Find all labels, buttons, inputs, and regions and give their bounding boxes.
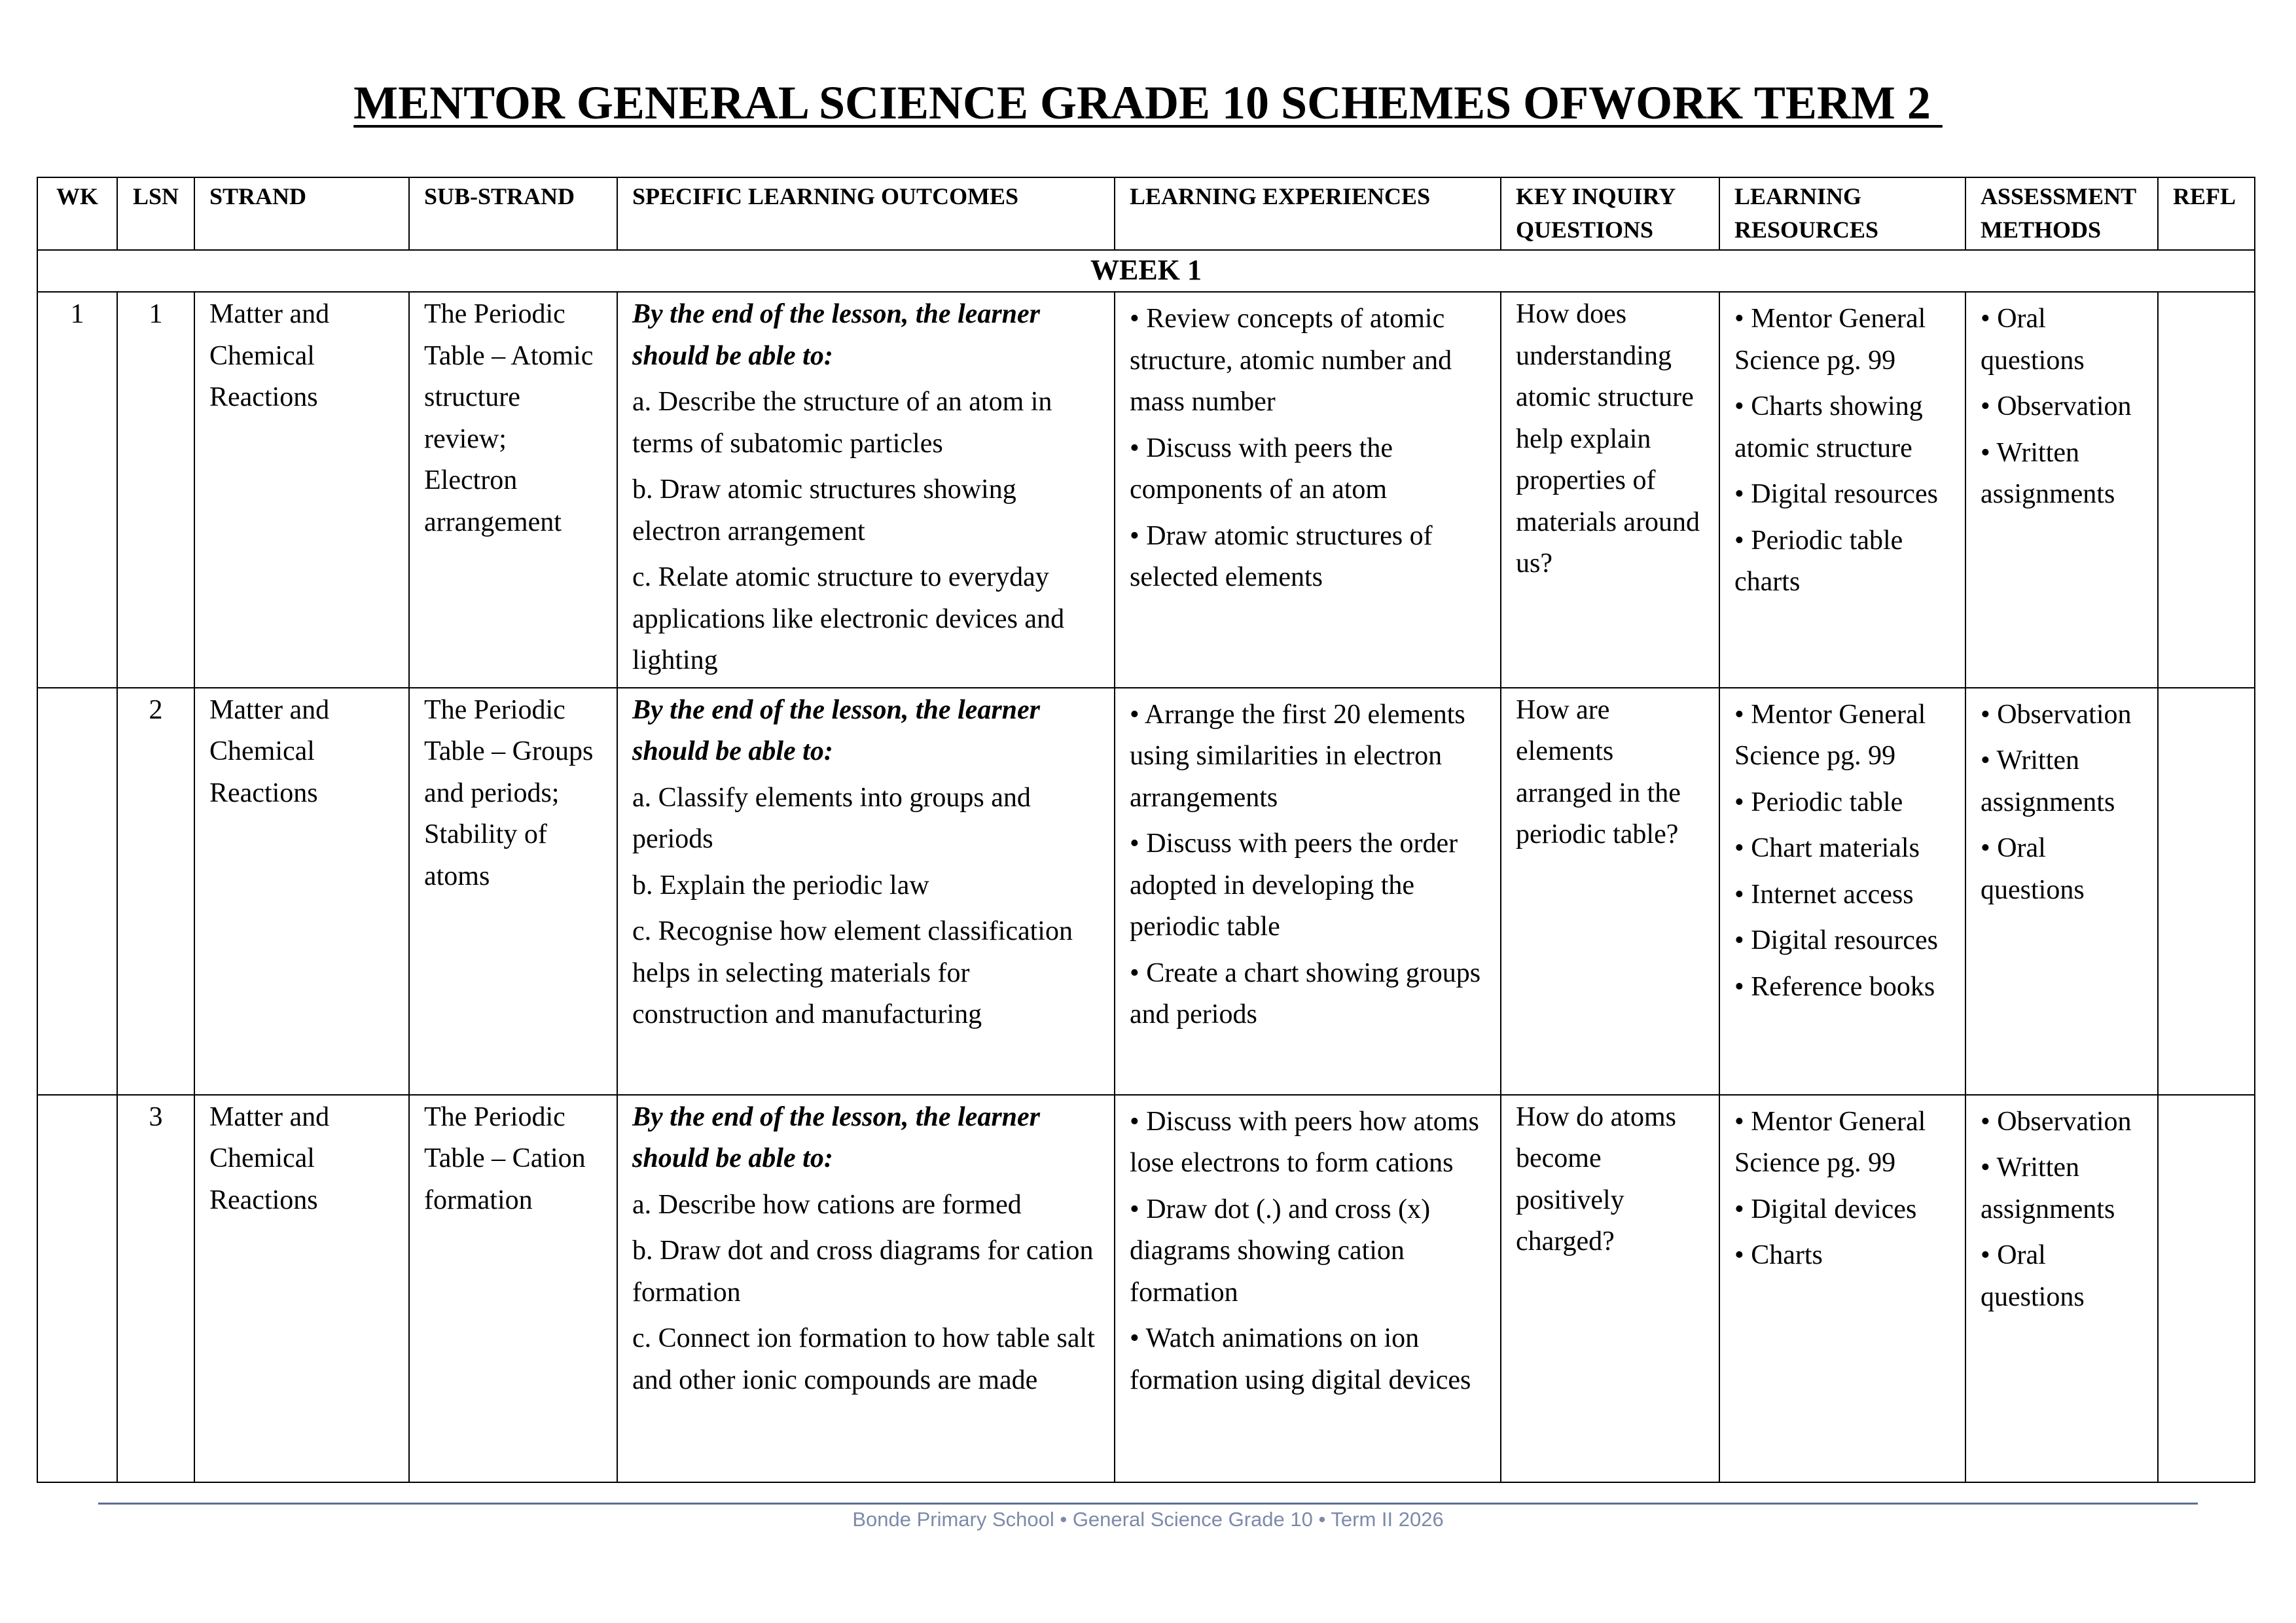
cell-outcomes xyxy=(617,1095,1115,1482)
header-refl: REFL xyxy=(2158,177,2255,250)
scheme-of-work-table xyxy=(37,177,2255,1483)
resource-item: • Mentor General Science pg. 99 xyxy=(1734,699,1926,771)
header-resources: LEARNING RESOURCES xyxy=(1719,177,1965,250)
outcome-item: a. Describe the structure of an atom in terms of subatomic particles xyxy=(632,387,1052,459)
cell-assessment xyxy=(1965,688,2158,1095)
cell-resources xyxy=(1719,292,1965,688)
week-label: WEEK 1 xyxy=(37,250,2255,292)
cell-strand: Matter and Chemical Reactions xyxy=(194,688,409,1095)
cell-refl xyxy=(2158,1095,2255,1482)
header-row xyxy=(37,177,2255,250)
experience-item: • Draw dot (.) and cross (x) diagrams showing cation formation xyxy=(1130,1194,1431,1308)
experience-item: • Discuss with peers the components of an atom xyxy=(1130,433,1393,505)
cell-sub-strand: The Periodic Table – Groups and periods; Stability of atoms xyxy=(409,688,617,1095)
cell-wk xyxy=(37,688,117,1095)
outcomes-intro: By the end of the lesson, the learner should be able to: xyxy=(632,694,1041,766)
header-wk: WK xyxy=(37,177,117,250)
table-row xyxy=(37,292,2255,688)
cell-assessment xyxy=(1965,292,2158,688)
outcomes-intro: By the end of the lesson, the learner should be able to: xyxy=(632,1101,1041,1173)
resource-item: • Mentor General Science pg. 99 xyxy=(1734,1106,1926,1178)
assessment-item: • Written assignments xyxy=(1981,437,2115,509)
page-footer: Bonde Primary School • General Science Grade 10 • Term II 2026 xyxy=(852,1508,1444,1531)
outcome-item: b. Draw dot and cross diagrams for cation formation xyxy=(632,1236,1094,1308)
resource-item: • Reference books xyxy=(1734,971,1935,1002)
cell-refl xyxy=(2158,688,2255,1095)
experience-item: • Draw atomic structures of selected elements xyxy=(1130,520,1433,592)
cell-wk xyxy=(37,1095,117,1482)
outcome-item: b. Draw atomic structures showing electron arrangement xyxy=(632,474,1016,546)
header-outcomes: SPECIFIC LEARNING OUTCOMES xyxy=(617,177,1115,250)
cell-inquiry: How are elements arranged in the periodic table? xyxy=(1501,688,1719,1095)
header-experiences: LEARNING EXPERIENCES xyxy=(1115,177,1501,250)
header-assessment: ASSESSMENT METHODS xyxy=(1965,177,2158,250)
experience-item: • Create a chart showing groups and periods xyxy=(1130,957,1481,1029)
cell-lsn: 3 xyxy=(117,1095,194,1482)
assessment-item: • Observation xyxy=(1981,1106,2132,1137)
table-row xyxy=(37,688,2255,1095)
page-title: MENTOR GENERAL SCIENCE GRADE 10 SCHEMES OFWORK TERM 2 xyxy=(353,77,1943,129)
assessment-item: • Written assignments xyxy=(1981,745,2115,817)
outcome-item: a. Describe how cations are formed xyxy=(632,1189,1022,1220)
cell-sub-strand: The Periodic Table – Cation formation xyxy=(409,1095,617,1482)
cell-resources xyxy=(1719,1095,1965,1482)
cell-outcomes xyxy=(617,292,1115,688)
cell-inquiry: How do atoms become positively charged? xyxy=(1501,1095,1719,1482)
outcome-item: c. Relate atomic structure to everyday applications like electronic devices and lighting xyxy=(632,562,1065,675)
week-row xyxy=(37,250,2255,292)
resource-item: • Periodic table xyxy=(1734,787,1903,817)
assessment-item: • Written assignments xyxy=(1981,1152,2115,1224)
cell-refl xyxy=(2158,292,2255,688)
header-sub-strand: SUB-STRAND xyxy=(409,177,617,250)
outcomes-intro: By the end of the lesson, the learner should be able to: xyxy=(632,299,1041,371)
experience-item: • Discuss with peers the order adopted in developing the periodic table xyxy=(1130,829,1458,942)
cell-outcomes xyxy=(617,688,1115,1095)
cell-experiences xyxy=(1115,688,1501,1095)
experience-item: • Discuss with peers how atoms lose electrons to form cations xyxy=(1130,1106,1479,1178)
cell-wk: 1 xyxy=(37,292,117,688)
experience-item: • Arrange the first 20 elements using similarities in electron arrangements xyxy=(1130,699,1465,813)
outcome-item: c. Recognise how element classification helps in selecting materials for construction and manufacturing xyxy=(632,916,1073,1029)
cell-experiences xyxy=(1115,1095,1501,1482)
cell-assessment xyxy=(1965,1095,2158,1482)
cell-strand: Matter and Chemical Reactions xyxy=(194,1095,409,1482)
experience-item: • Review concepts of atomic structure, atomic number and mass number xyxy=(1130,304,1452,417)
assessment-item: • Observation xyxy=(1981,699,2132,730)
resource-item: • Mentor General Science pg. 99 xyxy=(1734,304,1926,376)
outcome-item: a. Classify elements into groups and periods xyxy=(632,782,1031,854)
assessment-item: • Oral questions xyxy=(1981,833,2085,905)
footer-divider xyxy=(98,1503,2198,1505)
cell-sub-strand: The Periodic Table – Atomic structure review; Electron arrangement xyxy=(409,292,617,688)
cell-experiences xyxy=(1115,292,1501,688)
resource-item: • Digital resources xyxy=(1734,479,1938,509)
resource-item: • Periodic table charts xyxy=(1734,525,1903,597)
resource-item: • Charts xyxy=(1734,1240,1823,1270)
table-row xyxy=(37,1095,2255,1482)
cell-strand: Matter and Chemical Reactions xyxy=(194,292,409,688)
resource-item: • Charts showing atomic structure xyxy=(1734,391,1923,463)
header-inquiry: KEY INQUIRY QUESTIONS xyxy=(1501,177,1719,250)
header-strand: STRAND xyxy=(194,177,409,250)
experience-item: • Watch animations on ion formation using digital devices xyxy=(1130,1323,1471,1395)
outcome-item: c. Connect ion formation to how table salt and other ionic compounds are made xyxy=(632,1323,1095,1395)
resource-item: • Internet access xyxy=(1734,879,1914,910)
resource-item: • Digital resources xyxy=(1734,925,1938,955)
outcome-item: b. Explain the periodic law xyxy=(632,870,929,901)
cell-lsn: 1 xyxy=(117,292,194,688)
assessment-item: • Oral questions xyxy=(1981,304,2085,376)
resource-item: • Digital devices xyxy=(1734,1194,1917,1224)
assessment-item: • Oral questions xyxy=(1981,1240,2085,1312)
cell-resources xyxy=(1719,688,1965,1095)
header-lsn: LSN xyxy=(117,177,194,250)
resource-item: • Chart materials xyxy=(1734,833,1920,863)
assessment-item: • Observation xyxy=(1981,391,2132,421)
cell-lsn: 2 xyxy=(117,688,194,1095)
cell-inquiry: How does understanding atomic structure help explain properties of materials around us? xyxy=(1501,292,1719,688)
